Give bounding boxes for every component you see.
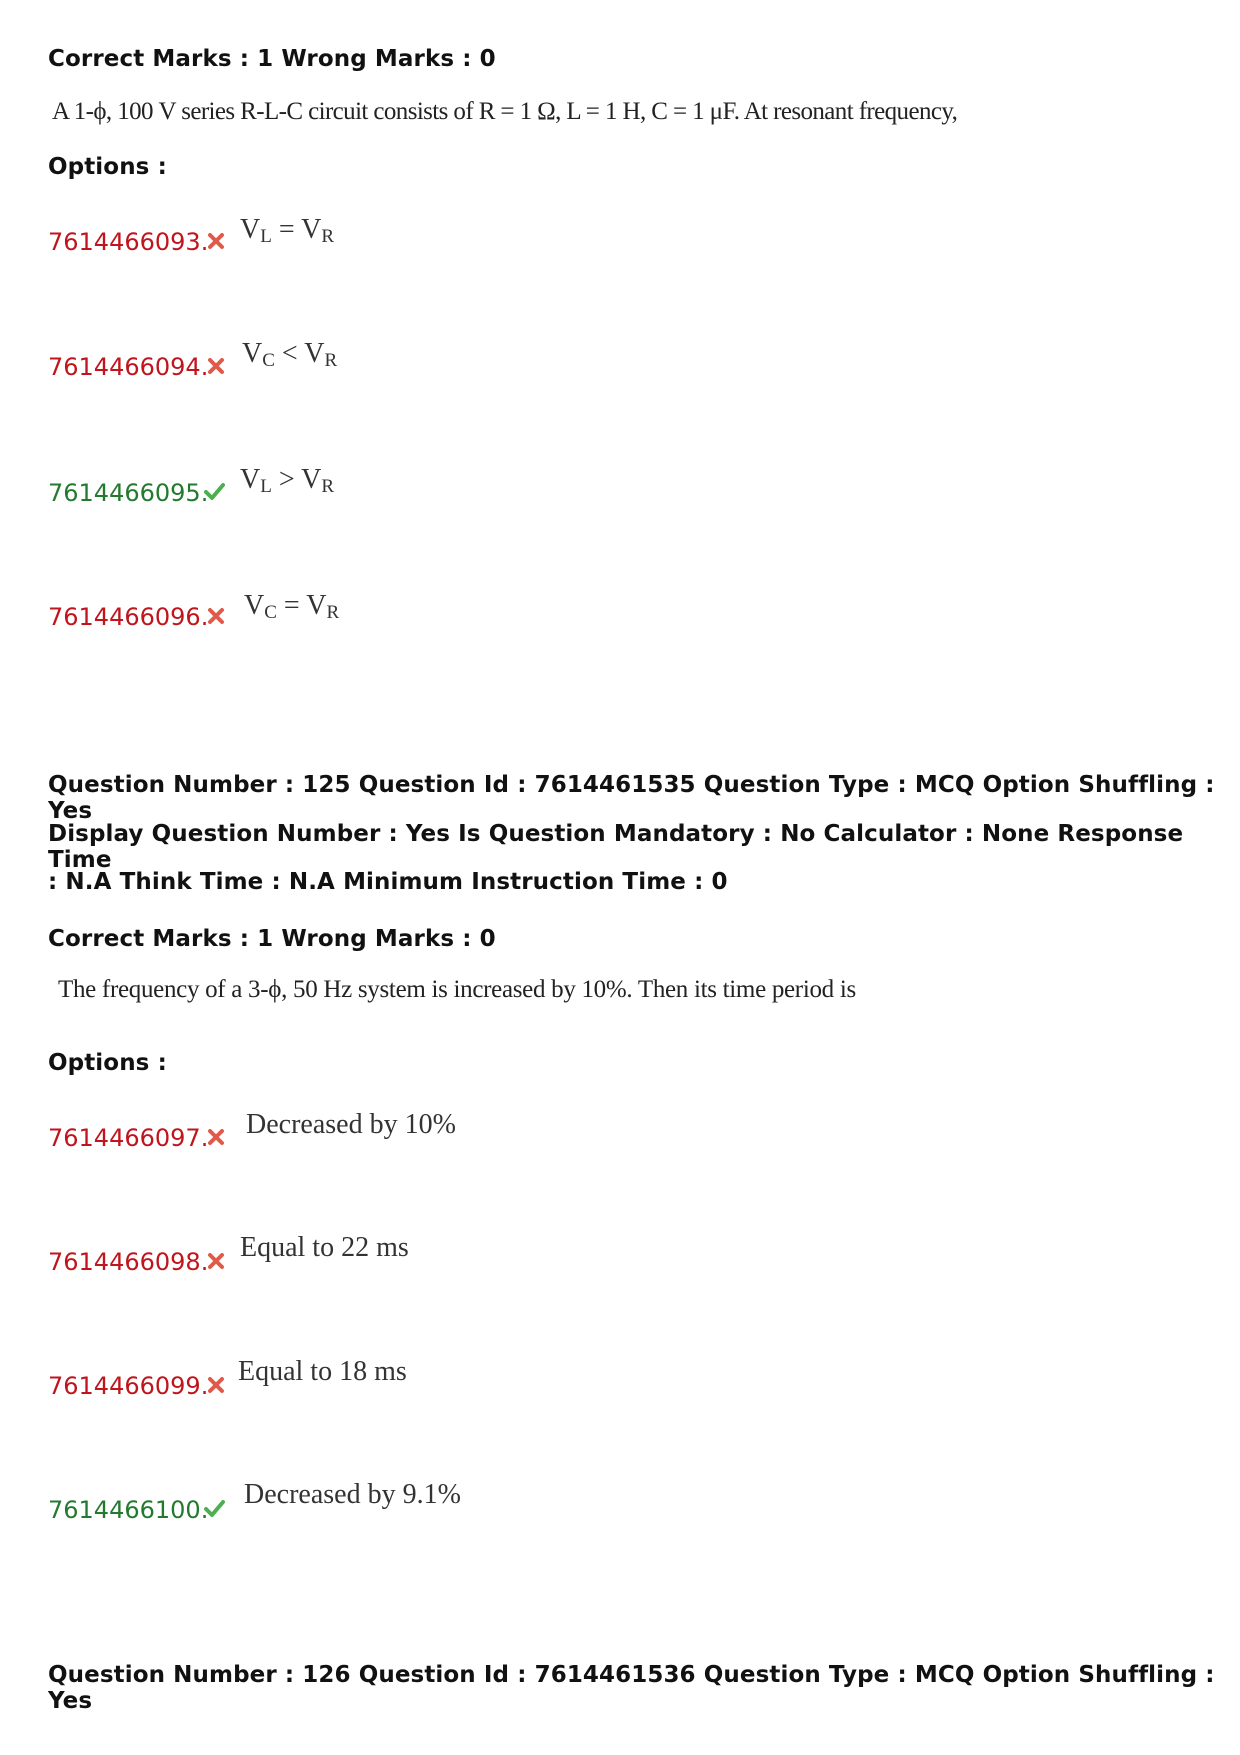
option-text: Decreased by 10% xyxy=(246,1109,456,1140)
option-text: $V_C < V_R$ xyxy=(242,338,338,371)
cross-icon xyxy=(205,1126,227,1148)
option-text: $V_L = V_R$ xyxy=(240,214,335,247)
option-text: $V_C = V_R$ xyxy=(244,590,340,623)
marks-info: Correct Marks : 1 Wrong Marks : 0 xyxy=(48,926,496,952)
cross-icon xyxy=(205,355,227,377)
check-icon xyxy=(203,480,225,502)
option-id: 7614466099. xyxy=(48,1372,209,1400)
option-id: 7614466100. xyxy=(48,1496,209,1524)
question-text: The frequency of a 3-ϕ, 50 Hz system is increased by 10%. Then its time period is xyxy=(58,976,856,1003)
option-text: Decreased by 9.1% xyxy=(244,1479,461,1510)
cross-icon xyxy=(205,1374,227,1396)
option-id: 7614466094. xyxy=(48,353,209,381)
marks-info: Correct Marks : 1 Wrong Marks : 0 xyxy=(48,46,496,72)
option-text: Equal to 22 ms xyxy=(240,1232,409,1263)
option-id: 7614466096. xyxy=(48,603,209,631)
options-label: Options : xyxy=(48,1050,167,1076)
cross-icon xyxy=(205,230,227,252)
option-text: $V_L > V_R$ xyxy=(240,464,335,497)
cross-icon xyxy=(205,605,227,627)
option-id: 7614466098. xyxy=(48,1248,209,1276)
question-header-line: Display Question Number : Yes Is Question Mandatory : No Calculator : None Response Time xyxy=(48,821,1184,873)
option-text: Equal to 18 ms xyxy=(238,1356,407,1387)
option-id: 7614466097. xyxy=(48,1124,209,1152)
question-header-line: Question Number : 125 Question Id : 7614461535 Question Type : MCQ Option Shuffling : Yes xyxy=(48,772,1215,824)
cross-icon xyxy=(205,1250,227,1272)
option-id: 7614466095. xyxy=(48,479,209,507)
option-id: 7614466093. xyxy=(48,228,209,256)
options-label: Options : xyxy=(48,154,167,180)
question-text: A 1-ϕ, 100 V series R-L-C circuit consists of R = 1 Ω, L = 1 H, C = 1 μF. At resonant frequency, xyxy=(52,98,958,125)
question-header-line: Question Number : 126 Question Id : 7614461536 Question Type : MCQ Option Shuffling : Yes xyxy=(48,1662,1215,1714)
check-icon xyxy=(203,1497,225,1519)
question-header-line: : N.A Think Time : N.A Minimum Instruction Time : 0 xyxy=(48,869,728,895)
